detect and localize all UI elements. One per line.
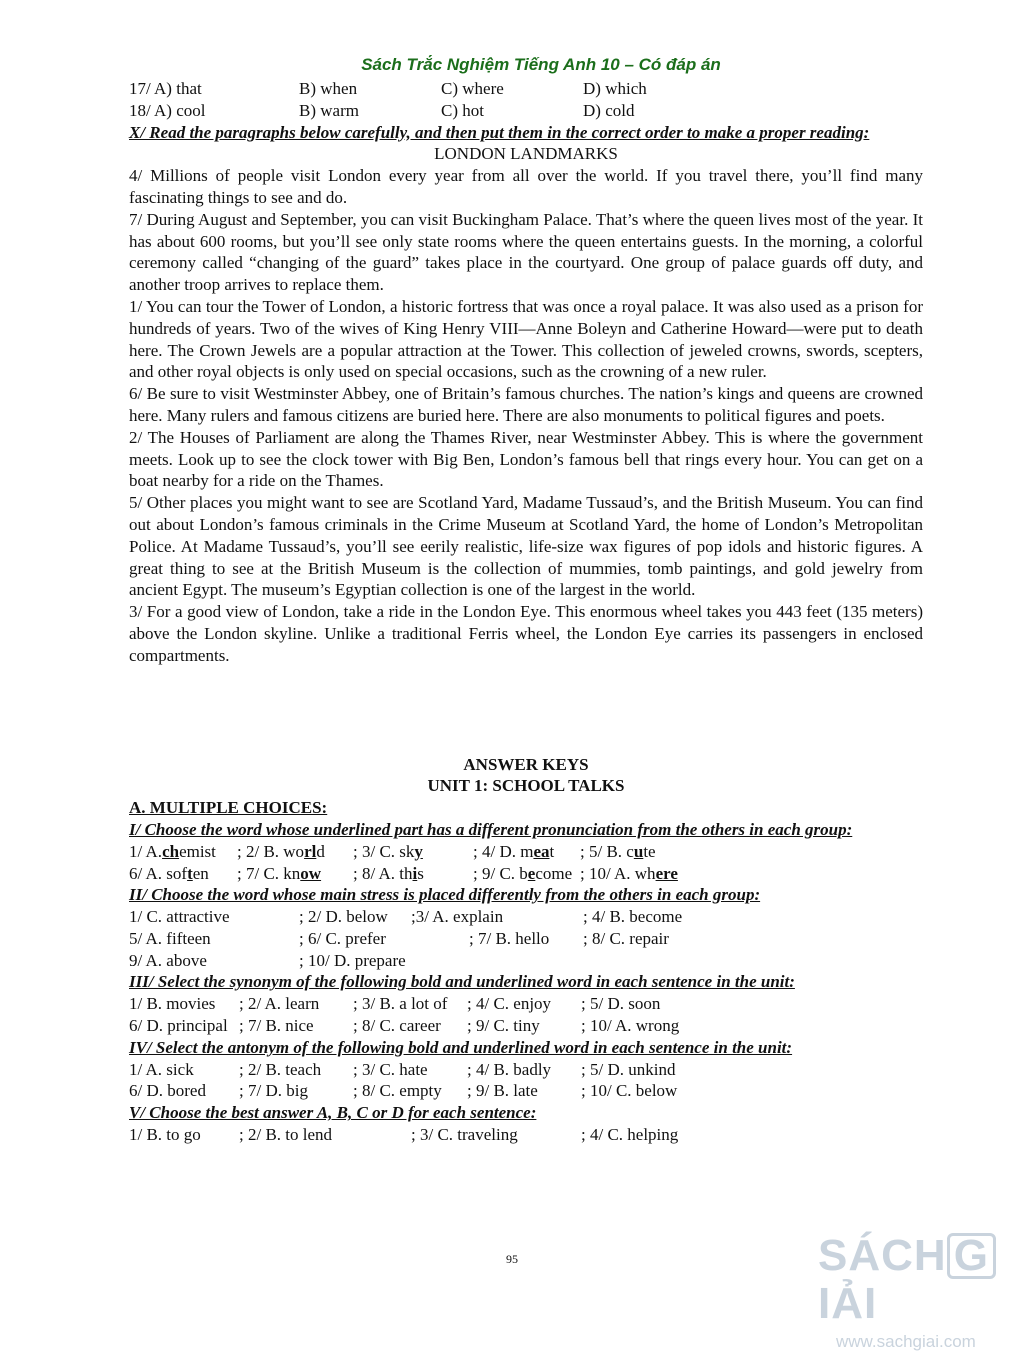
section-4-heading: IV/ Select the antonym of the following bold and underlined word in each sentence in the unit:	[129, 1037, 793, 1057]
watermark-url: www.sachgiai.com	[836, 1332, 976, 1351]
paragraph: 4/ Millions of people visit London every year from all over the world. If you travel there, you’ll find many fascinating things to see and do.	[129, 166, 923, 207]
section-2-row: 5/ A. fifteen ; 6/ C. prefer ; 7/ B. hello ; 8/ C. repair	[129, 928, 669, 948]
section-3-row: 6/ D. principal ; 7/ B. nice ; 8/ C. career ; 9/ C. tiny ; 10/ A. wrong	[129, 1016, 680, 1036]
section-5-row: 1/ B. to go ; 2/ B. to lend ; 3/ C. traveling ; 4/ C. helping	[129, 1125, 679, 1145]
answer-keys-title: ANSWER KEYS	[463, 754, 589, 774]
question-17: 17/ A) that B) when C) where D) which	[129, 79, 647, 98]
part-a-heading: A. MULTIPLE CHOICES:	[129, 798, 328, 818]
section-3-heading: III/ Select the synonym of the following bold and underlined word in each sentence in the unit:	[129, 972, 795, 992]
paragraph: 5/ Other places you might want to see are Scotland Yard, Madame Tussaud’s, and the British Museum. You can find out about London’s famous criminals in the Crime Museum at Scotland Yard, the home of London’s Metropolitan Police. At Madame Tussaud’s, you’ll see eerily realistic, life-size wax figures of pop idols and historic figures. A great thing to see at the British Museum is the collection of mummies, tomb paintings, and gold jewelry from ancient Egypt. The museum’s Egyptian collection is one of the largest in the world.	[129, 493, 923, 600]
section-x-heading: X/ Read the paragraphs below carefully, and then put them in the correct order to make a proper reading:	[129, 122, 870, 142]
paragraph: 2/ The Houses of Parliament are along the Thames River, near Westminster Abbey. This is where the government meets. Look up to see the clock tower with Big Ben, London’s famous bell that rings every hour. You can get on a boat nearby for a ride on the Thames.	[129, 427, 923, 491]
section-4-row: 6/ D. bored ; 7/ D. big ; 8/ C. empty ; 9/ B. late ; 10/ C. below	[129, 1081, 678, 1101]
section-4-row: 1/ A. sick ; 2/ B. teach ; 3/ C. hate ; 4/ B. badly ; 5/ D. unkind	[129, 1059, 676, 1079]
question-18: 18/ A) cool B) warm C) hot D) cold	[129, 100, 635, 120]
page-header: Sách Trắc Nghiệm Tiếng Anh 10 – Có đáp án	[361, 55, 721, 74]
paragraph: 7/ During August and September, you can visit Buckingham Palace. That’s where the queen lives most of the year. It has about 600 rooms, but you’ll see only state rooms where the queen entertains guests. In the morning, a colorful ceremony called “changing of the guard” takes place in the courtyard. One group of palace guards off duty, and another troop arrives to replace them.	[129, 209, 923, 295]
paragraph: 3/ For a good view of London, take a ride in the London Eye. This enormous wheel takes you 443 feet (135 meters) above the London skyline. Unlike a traditional Ferris wheel, the London Eye carries its passengers in enclosed compartments.	[129, 602, 923, 665]
paragraph: 6/ Be sure to visit Westminster Abbey, one of Britain’s famous churches. The nation’s kings and queens are crowned here. Many rulers and famous citizens are buried here. There are also monuments to political figures and poets.	[129, 384, 923, 425]
page-number: 95	[506, 1252, 518, 1266]
unit-title: UNIT 1: SCHOOL TALKS	[427, 776, 625, 796]
section-2-row: 9/ A. above ; 10/ D. prepare	[129, 950, 406, 970]
section-1-row: 6/ A. soften ; 7/ C. know ; 8/ A. this ; 9/ C. become ; 10/ A. where	[129, 863, 678, 883]
reading-title: LONDON LANDMARKS	[434, 144, 618, 164]
section-1-row: 1/ A.chemist ; 2/ B. world ; 3/ C. sky ; 4/ D. meat ; 5/ B. cute	[129, 841, 656, 861]
paragraph: 1/ You can tour the Tower of London, a historic fortress that was once a royal palace. It was also used as a prison for hundreds of years. Two of the wives of King Henry VIII—Anne Boleyn and Catherine Howard—were put to death here. The Crown Jewels are a popular attraction at the Tower. This collection of jeweled crowns, swords, scepters, and other royal objects is only used on special occasions, such as the crowning of a new ruler.	[129, 296, 923, 382]
section-1-heading: I/ Choose the word whose underlined part has a different pronunciation from the others in each group:	[129, 819, 853, 839]
section-2-row: 1/ C. attractive ; 2/ D. below ;3/ A. explain ; 4/ B. become	[129, 907, 683, 927]
section-2-heading: II/ Choose the word whose main stress is placed differently from the others in each group:	[129, 885, 761, 905]
document-page	[129, 52, 923, 1146]
watermark-logo: SÁCH GIẢI www.sachgiai.com	[818, 1232, 1024, 1352]
section-5-heading: V/ Choose the best answer A, B, C or D for each sentence:	[129, 1103, 537, 1123]
section-3-row: 1/ B. movies ; 2/ A. learn ; 3/ B. a lot of ; 4/ C. enjoy ; 5/ D. soon	[129, 994, 661, 1014]
